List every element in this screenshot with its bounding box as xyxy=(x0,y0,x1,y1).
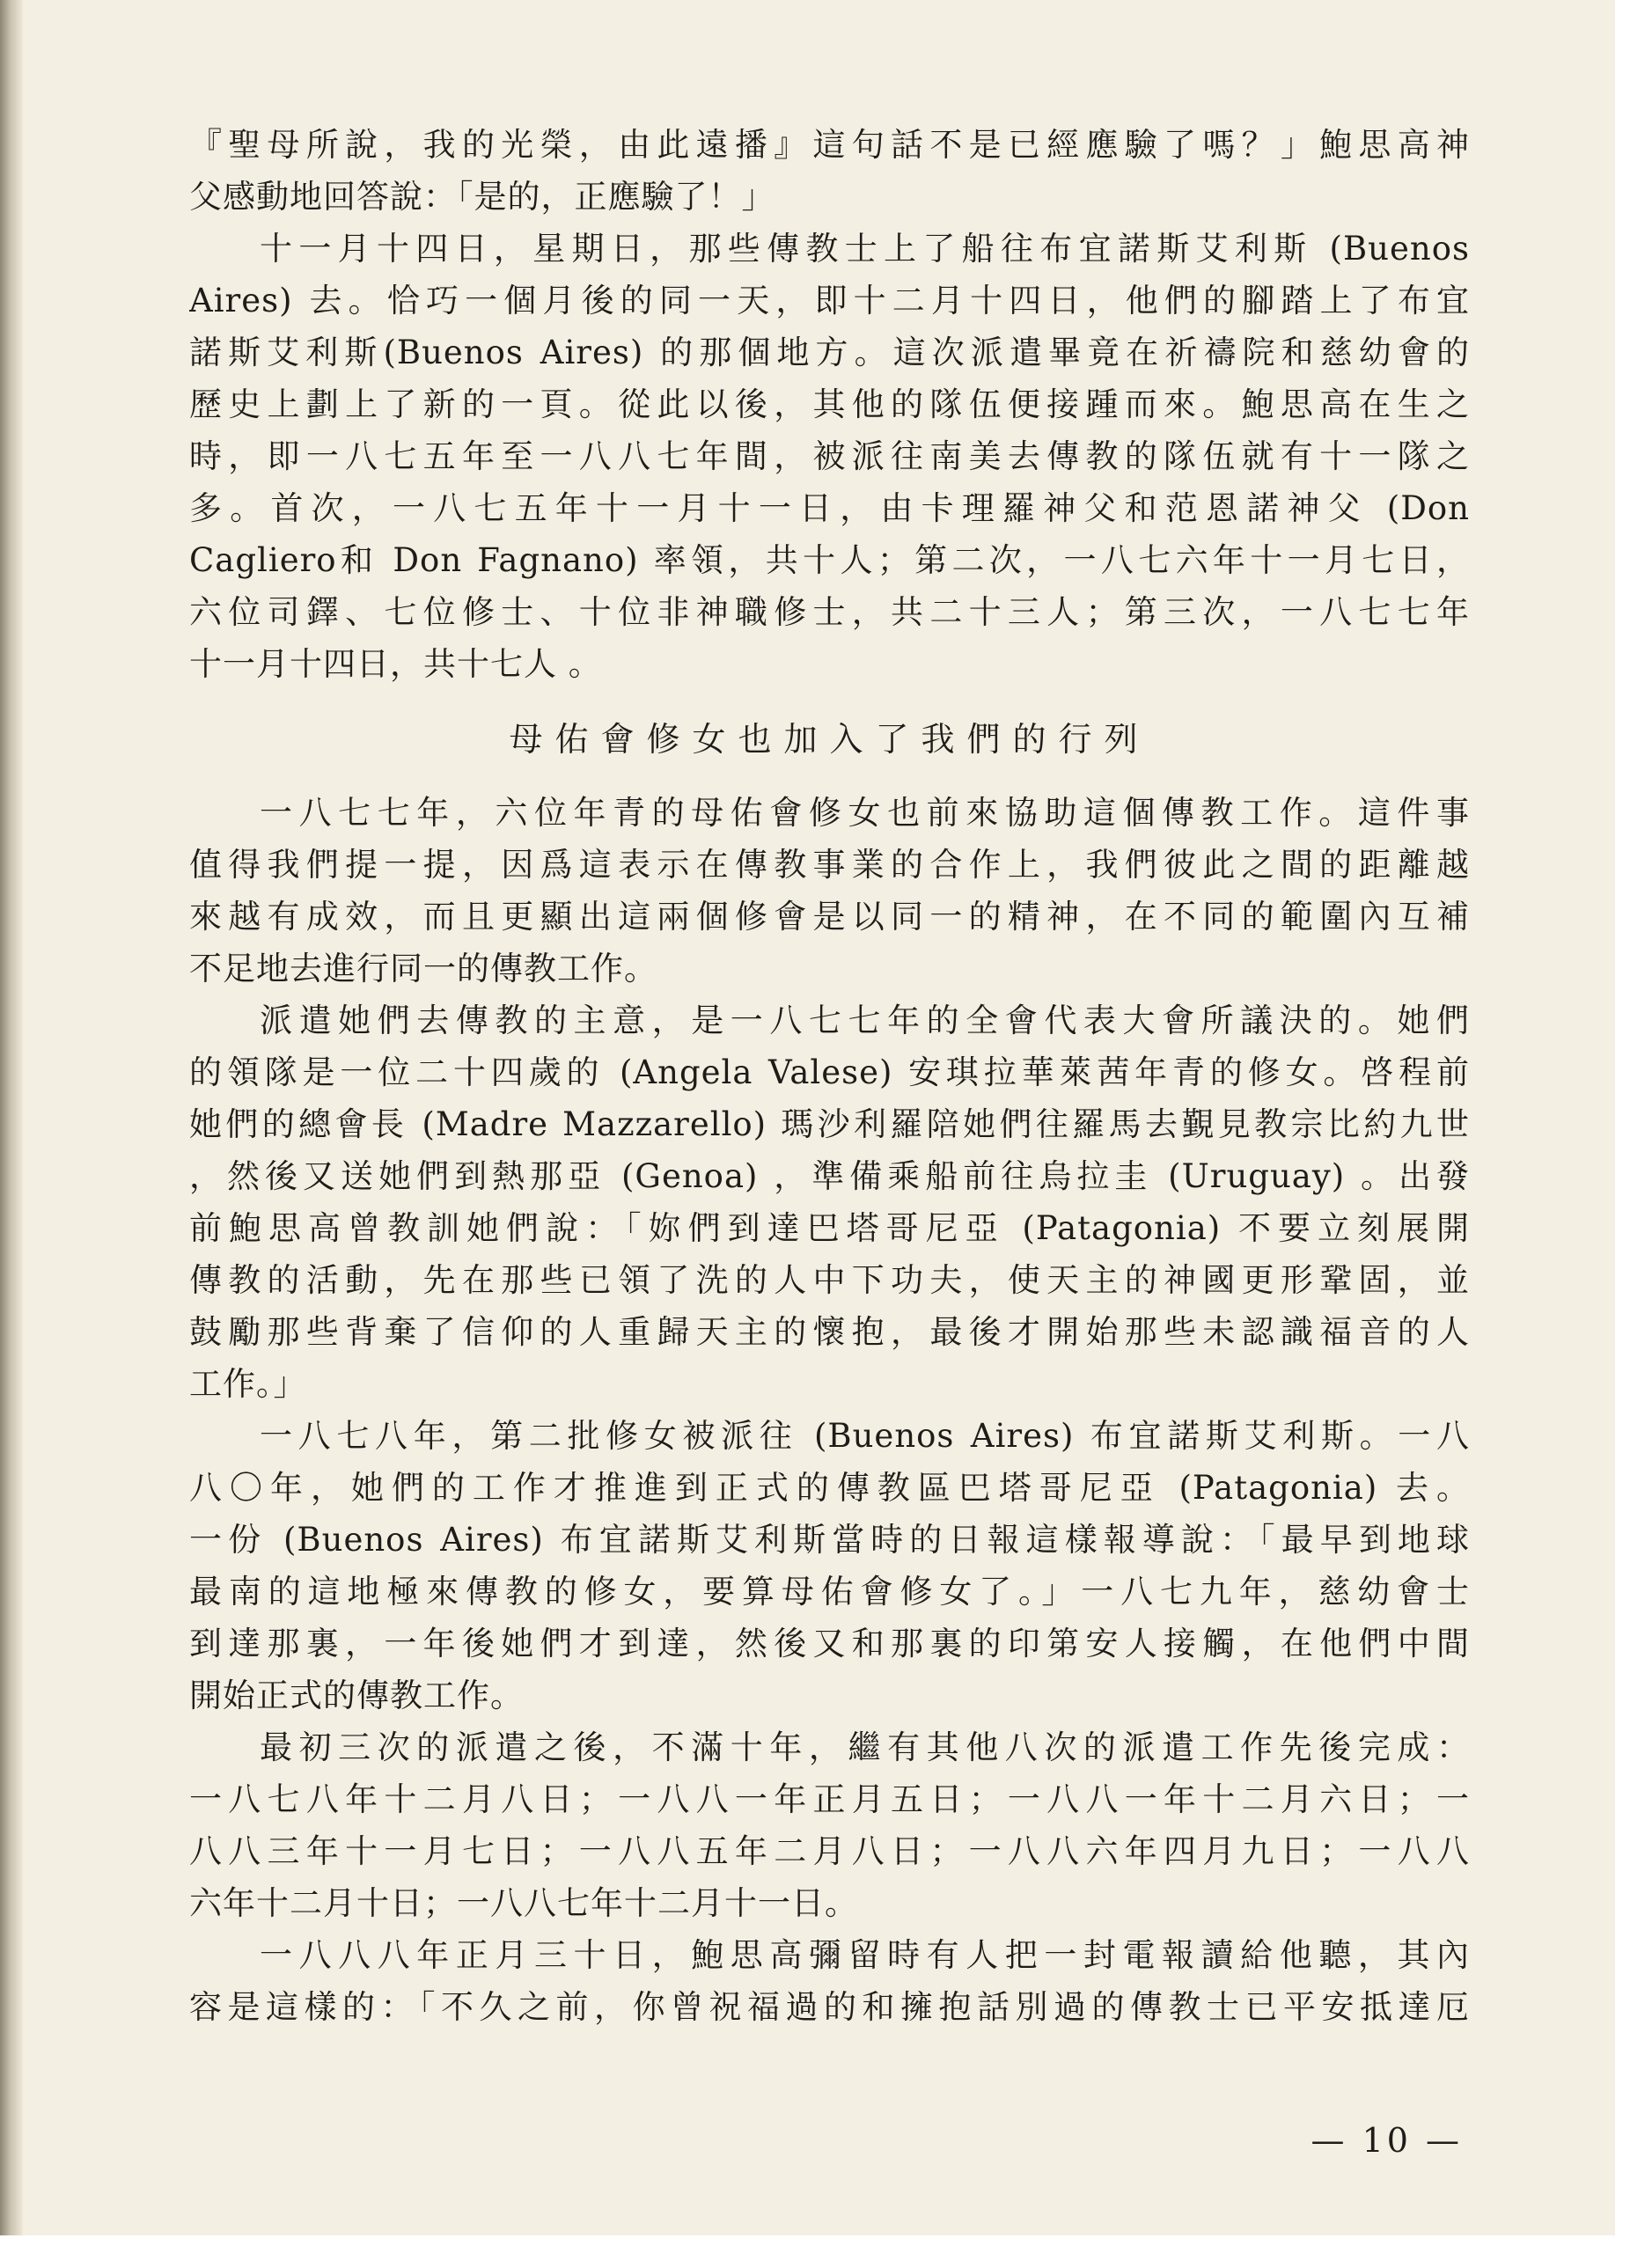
text-line: 六位司鐸、七位修士、十位非神職修士，共二十三人；第三次，一八七七年 xyxy=(189,593,1470,631)
text-line: 十一月十四日，共十七人 。 xyxy=(189,645,602,683)
text-line: Aires) 去。恰巧一個月後的同一天，即十二月十四日，他們的腳踏上了布宜 xyxy=(189,282,1470,319)
text-line: 八〇年，她們的工作才推進到正式的傳教區巴塔哥尼亞 (Patagonia) 去。 xyxy=(189,1469,1470,1507)
text-line: Cagliero和 Don Fagnano) 率領，共十人；第二次，一八七六年十一月七日， xyxy=(189,541,1470,579)
text-line: 一八七八年十二月八日；一八八一年正月五日；一八八一年十二月六日；一 xyxy=(189,1780,1470,1818)
text-line: 一八七七年，六位年青的母佑會修女也前來協助這個傳教工作。這件事 xyxy=(260,794,1470,832)
text-line: 父感動地回答說：「是的，正應驗了！」 xyxy=(189,178,775,216)
text-line: 值得我們提一提，因爲這表示在傳教事業的合作上，我們彼此之間的距離越 xyxy=(189,846,1470,884)
page-body-text xyxy=(189,119,1470,2033)
text-line: 前鮑思高曾教訓她們說：「妳們到達巴塔哥尼亞 (Patagonia) 不要立刻展開 xyxy=(189,1209,1470,1247)
text-line: 到達那裏，一年後她們才到達，然後又和那裏的印第安人接觸，在他們中間 xyxy=(189,1625,1470,1662)
page-binding-shadow xyxy=(0,0,23,2253)
text-line: 來越有成效，而且更顯出這兩個修會是以同一的精神，在不同的範圍內互補 xyxy=(189,898,1470,936)
text-line: 一八七八年，第二批修女被派往 (Buenos Aires) 布宜諾斯艾利斯。一八 xyxy=(260,1417,1470,1455)
text-line: 一份 (Buenos Aires) 布宜諾斯艾利斯當時的日報這樣報導說：「最早到地球 xyxy=(189,1521,1470,1559)
text-line: 傳教的活動，先在那些已領了洗的人中下功夫，使天主的神國更形鞏固，並 xyxy=(189,1261,1470,1299)
text-line: 的領隊是一位二十四歲的 (Angela Valese) 安琪拉華萊茜年青的修女。啓程前 xyxy=(189,1053,1470,1091)
text-line: 六年十二月十日；一八八七年十二月十一日。 xyxy=(189,1884,858,1922)
text-line: ，然後又送她們到熱那亞 (Genoa) ，準備乘船前往烏拉圭 (Uruguay) 。出發 xyxy=(189,1157,1470,1195)
text-line: 『聖母所說，我的光榮，由此遠播』這句話不是已經應驗了嗎？」鮑思高神 xyxy=(189,126,1470,164)
text-line: 歷史上劃上了新的一頁。從此以後，其他的隊伍便接踵而來。鮑思高在生之 xyxy=(189,385,1470,423)
scan-margin-bottom xyxy=(0,2235,1652,2253)
page-number: — 10 — xyxy=(1311,2121,1463,2160)
text-line: 一八八八年正月三十日，鮑思高彌留時有人把一封電報讀給他聽，其內 xyxy=(260,1936,1470,1974)
text-line: 派遣她們去傳教的主意，是一八七七年的全會代表大會所議決的。她們 xyxy=(260,1002,1470,1039)
text-line: 多。首次，一八七五年十一月十一日，由卡理羅神父和范恩諾神父 (Don xyxy=(189,489,1470,527)
text-line: 十一月十四日，星期日，那些傳教士上了船往布宜諾斯艾利斯 (Buenos xyxy=(260,230,1470,268)
text-line: 不足地去進行同一的傳教工作。 xyxy=(189,950,657,987)
text-line: 容是這樣的：「不久之前，你曾祝福過的和擁抱話別過的傳教士已平安抵達厄 xyxy=(189,1988,1470,2026)
text-line: 開始正式的傳教工作。 xyxy=(189,1677,524,1714)
text-line: 最南的這地極來傳教的修女，要算母佑會修女了。」一八七九年，慈幼會士 xyxy=(189,1573,1470,1611)
text-line: 鼓勵那些背棄了信仰的人重歸天主的懷抱，最後才開始那些未認識福音的人 xyxy=(189,1313,1470,1351)
text-line: 八八三年十一月七日；一八八五年二月八日；一八八六年四月九日；一八八 xyxy=(189,1832,1470,1870)
text-line: 工作。」 xyxy=(189,1365,307,1403)
section-heading: 母佑會修女也加入了我們的行列 xyxy=(509,720,1150,759)
text-line: 最初三次的派遣之後，不滿十年，繼有其他八次的派遣工作先後完成： xyxy=(260,1728,1470,1766)
text-line: 時，即一八七五年至一八八七年間，被派往南美去傳教的隊伍就有十一隊之 xyxy=(189,437,1470,475)
text-line: 諾斯艾利斯(Buenos Aires) 的那個地方。這次派遣畢竟在祈禱院和慈幼會的 xyxy=(189,334,1470,371)
text-line: 她們的總會長 (Madre Mazzarello) 瑪沙利羅陪她們往羅馬去覲見教宗比約九世 xyxy=(189,1105,1470,1143)
scan-margin-right xyxy=(1615,0,1652,2253)
